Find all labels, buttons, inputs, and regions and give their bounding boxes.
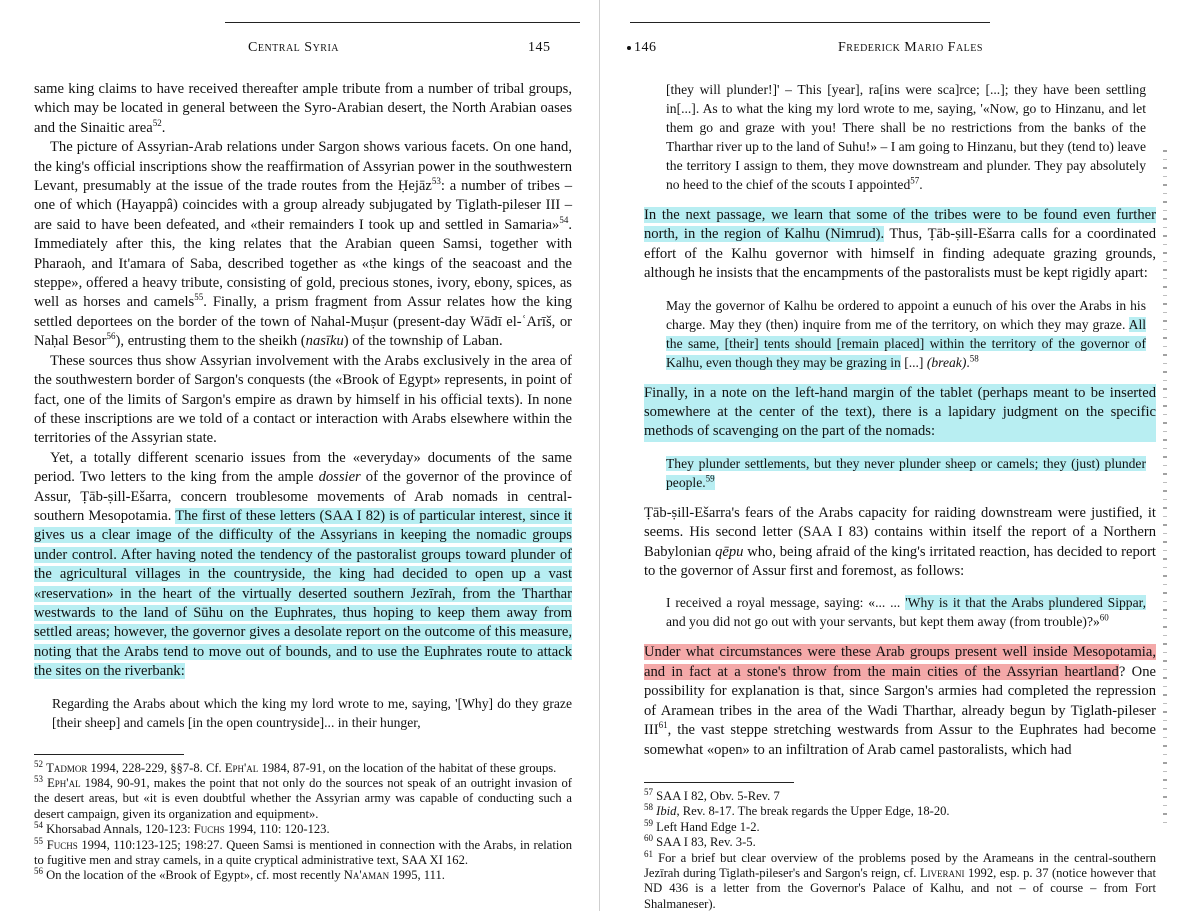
running-head-right: Frederick Mario Fales bbox=[838, 40, 983, 55]
paragraph: Ṭāb-ṣill-Ešarra's fears of the Arabs capacity for raiding downstream were justified, it seems. His second letter (SAA I 83) contains within itself the report of a Northern Babylonian qēpu who, being afraid of the king's irritated reaction, has decided to report to the governor of Assur first and foremost, as follows: bbox=[644, 504, 1156, 580]
footnote-ref[interactable]: 53 bbox=[431, 176, 441, 187]
highlight-cyan: They plunder settlements, but they never plunder sheep or camels; they (just) plunder people.$^{59}$ bbox=[666, 455, 1146, 490]
footnote: $^{57}$ SAA I 82, Obv. 5-Rev. 7 bbox=[644, 786, 780, 803]
right-body bbox=[644, 80, 1156, 912]
footnote: $^{59}$ Left Hand Edge 1-2. bbox=[644, 817, 760, 834]
footnote-rule bbox=[644, 782, 794, 783]
block-quote: May the governor of Kalhu be ordered to appoint a eunuch of his over the Arabs in his charge. May they (then) inquire from me of the territory, on which they may graze. All the same, [their] tents should [remain placed] within the territory of the governor of Kalhu, even though they may be grazing in [...] (break).$^{58}$ bbox=[666, 297, 1146, 370]
footnote-rule bbox=[34, 754, 184, 755]
highlight-cyan: In the next passage, we learn that some of the tribes were to be found even further north, in the region of Kalhu (Nimrud). bbox=[644, 207, 1156, 243]
footnote: $^{53}$ Eph'al 1984, 90-91, makes the point that not only do the sources not speak of an outright invasion of the desert areas, but «it is even doubtful whether the Assyrian army was capable of conducting such a desert campaign, given its organization and equipment». bbox=[34, 773, 572, 821]
footnote-ref[interactable]: 52 bbox=[152, 117, 162, 128]
scan-edge-noise bbox=[1163, 150, 1167, 830]
footnote: $^{52}$ Tadmor 1994, 228-229, §§7-8. Cf. Eph'al 1984, 87-91, on the location of the habitat of these groups. bbox=[34, 758, 557, 775]
block-quote: Regarding the Arabs about which the king my lord wrote to me, saying, '[Why] do they graze [their sheep] and camels [in the open countryside]... in their hunger, bbox=[52, 695, 572, 730]
right-page bbox=[600, 0, 1200, 911]
footnote-ref[interactable]: 56 bbox=[106, 331, 116, 342]
footnote-ref[interactable]: 54 bbox=[559, 214, 569, 225]
scan-speck bbox=[627, 46, 631, 50]
highlight-cyan-paragraph: Finally, in a note on the left-hand margin of the tablet (perhaps meant to be inserted somewhere at the center of the text), there is a lapidary judgment on the specific methods of scavenging on the part of the nomads: bbox=[644, 384, 1156, 442]
paragraph: The picture of Assyrian-Arab relations under Sargon shows various facets. On one hand, the king's official inscriptions show the reaffirmation of Assyrian power in the southwestern Levant, presumably at the issue of the trade routes from the Ḥejāz$^{53}$: a number of tribes – one of which (Hayappâ) coincides with a group already subjugated by Tiglath-pileser III – are said to have been defeated, and «their remainders I took up and settled in Samaria»$^{54}$. Immediately after this, the king relates that the Arabian queen Samsi, together with Pharaoh, and It'amara of Saba, described together as «the kings of the seacoast and the steppe», offered a heavy tribute, consisting of gold, precious stones, ivory, ebony, spices, as well as horses and camels$^{55}$. Finally, a prism fragment from Assur relates how the king settled deportees on the border of the town of Nahal-Muṣur (present-day Wādī el-ʿArīš, or Naḥal Besor$^{56}$), entrusting them to the sheikh (nasīku) of the township of Laban. bbox=[34, 139, 572, 350]
footnote-ref[interactable]: 61 bbox=[658, 720, 668, 731]
footnote-ref[interactable]: 55 bbox=[194, 292, 204, 303]
footnote-ref[interactable]: 59 bbox=[705, 473, 715, 484]
highlight-red: Under what circumstances were these Arab groups present well inside Mesopotamia, and in fact at a stone's throw from the main cities of the Assyrian heartland bbox=[644, 644, 1156, 680]
footnote: $^{60}$ SAA I 83, Rev. 3-5. bbox=[644, 832, 756, 850]
page-number-right: 146 bbox=[634, 40, 657, 55]
left-body bbox=[34, 80, 572, 884]
footnotes-right bbox=[644, 786, 1156, 912]
footnote: $^{61}$ For a brief but clear overview of the problems posed by the Arameans in the central-southern Jezīrah during Tiglath-pileser's and Sargon's reign, cf. Liverani 1992, esp. p. 37 (notice however that ND 436 is a letter from the Governor's Palace of Kalhu, and not – of course – from Fort Shalmaneser). bbox=[644, 848, 1156, 911]
footnote-ref[interactable]: 58 bbox=[969, 353, 979, 364]
left-page bbox=[0, 0, 600, 911]
footnote: $^{54}$ Khorsabad Annals, 120-123: Fuchs 1994, 110: 120-123. bbox=[34, 820, 330, 837]
footnote: $^{58}$ Ibid, Rev. 8-17. The break regards the Upper Edge, 18-20. bbox=[644, 802, 950, 819]
footnote-ref[interactable]: 60 bbox=[1099, 612, 1109, 623]
running-head-left: Central Syria bbox=[248, 40, 340, 55]
footnote: $^{55}$ Fuchs 1994, 110:123-125; 198:27. Queen Samsi is mentioned in connection with the Arabs, in relation to fugitive men and stray camels, in a quite cryptical administrative text, SAA XI 162. bbox=[34, 835, 572, 868]
block-quote: [they will plunder!]' – This [year], ra[ins were sca]rce; [...]; they have been settling in[...]. As to what the king my lord wrote to me, saying, '«Now, go to Hinzanu, and let them go and graze with you! There shall be no restrictions from the banks of the Tharthar river up to the land of Suhu!» – I am going to Hinzanu, but they (tend to) leave the territory I assign to them, they move downstream and plunder. They pay absolutely no heed to the chief of the scouts I appointed$^{57}$. bbox=[666, 82, 1146, 192]
page-number-left: 145 bbox=[528, 40, 551, 55]
paragraph: Under what circumstances were these Arab groups present well inside Mesopotamia, and in fact at a stone's throw from the main cities of the Assyrian heartland? One possibility for explanation is that, since Sargon's armies had completed the repression of Aramean tribes in the area of the Wadi Tharthar, already begun by Tiglath-pileser III$^{61}$, the vast steppe stretching westwards from Assur to the Euphrates had become somewhat «open» to an infiltration of Arab camel pastoralists, which had bbox=[644, 644, 1156, 758]
paragraph: In the next passage, we learn that some of the tribes were to be found even further north, in the region of Kalhu (Nimrud). Thus, Ṭāb-ṣill-Ešarra calls for a coordinated effort of the Kalhu governor with himself in finding adequate grazing grounds, although he insists that the encampments of the pastoralists must be kept rigidly apart: bbox=[644, 207, 1156, 282]
paragraph: same king claims to have received thereafter ample tribute from a number of tribal groups, which may be located in general between the Syro-Arabian desert, the North Arabian oases and the Sinaitic area$^{52}$. bbox=[34, 81, 572, 136]
block-quote bbox=[666, 454, 1146, 492]
highlight-cyan: All the same, [their] tents should [remain placed] within the territory of the governor of Kalhu, even though they may be grazing in bbox=[666, 316, 1146, 370]
highlight-cyan: 'Why is it that the Arabs plundered Sippar, bbox=[905, 595, 1146, 611]
footnote: $^{56}$ On the location of the «Brook of Egypt», cf. most recently Na'aman 1995, 111. bbox=[34, 866, 445, 883]
highlight-cyan: The first of these letters (SAA I 82) is of particular interest, since it gives us a clear image of the difficulty of the Assyrians in keeping the nomadic groups under control. After having noted the tendency of the pastoralist groups toward plunder of the agricultural villages in the countryside, the king had decided to open up a vast «reservation» in the heart of the virtually deserted southern Jezīrah, from the Tharthar westwards to the land of Sūhu on the Euphrates, thus hoping to keep them away from settled areas; however, the governor gives a desolate report on the outcome of this measure, noting that the Arabs tend to move out of bounds, and to use the Euphrates route to attack the sites on the riverbank: bbox=[34, 507, 572, 680]
paragraph: Yet, a totally different scenario issues from the «everyday» documents of the same period. Two letters to the king from the ample dossier of the governor of the province of Assur, Ṭāb-ṣill-Ešarra, concern troublesome movements of Arab nomads in central-southern Mesopotamia. The first of these letters (SAA I 82) is of particular interest, since it gives us a clear image of the difficulty of the Assyrians in keeping the nomadic groups under control. After having noted the tendency of the pastoralist groups toward plunder of the agricultural villages in the countryside, the king had decided to open up a vast «reservation» in the heart of the virtually deserted southern Jezīrah, from the Tharthar westwards to the land of Sūhu on the Euphrates, thus hoping to keep them away from settled areas; however, the governor gives a desolate report on the outcome of this measure, noting that the Arabs tend to move out of bounds, and to use the Euphrates route to attack the sites on the riverbank: bbox=[34, 449, 573, 680]
footnotes-left bbox=[34, 758, 572, 884]
header-rule bbox=[225, 22, 580, 23]
paragraph: These sources thus show Assyrian involvement with the Arabs exclusively in the area of the southwestern border of Sargon's conquests (the «Brook of Egypt» represents, in point of fact, one of the limits of Sargon's empire as drawn by himself in his official texts). In none of these inscriptions are we told of a contact or interaction with Arabs elsewhere within the territories of the Assyrian state. bbox=[34, 352, 572, 447]
header-rule bbox=[630, 22, 990, 23]
block-quote: I received a royal message, saying: «... ... 'Why is it that the Arabs plundered Sippar, and you did not go out with your servants, but kept them away (from trouble)?»$^{60}$ bbox=[666, 595, 1146, 630]
footnote-ref[interactable]: 57 bbox=[910, 175, 920, 186]
